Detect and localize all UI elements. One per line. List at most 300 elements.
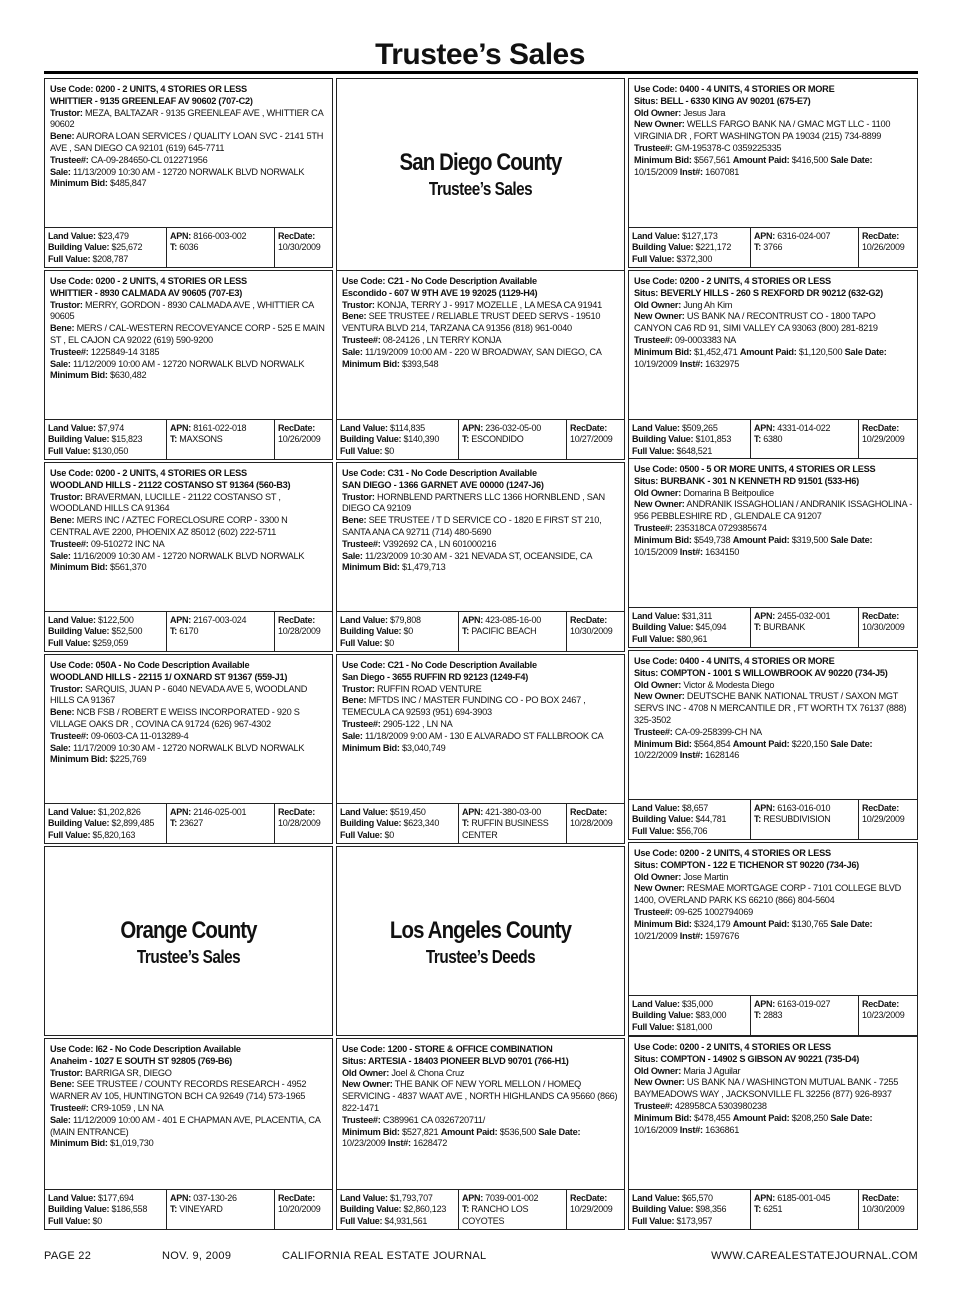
field-label: Land Value: — [340, 1192, 388, 1203]
value-row — [754, 1010, 856, 1022]
field-value: $259,059 — [92, 637, 129, 648]
apn-column — [167, 1190, 275, 1230]
value-row — [632, 1193, 748, 1205]
field-value: 4331-014-022 — [777, 422, 831, 433]
field-value: $1,479,713 — [402, 562, 446, 573]
field-value: $98,356 — [695, 1204, 727, 1214]
listing-heading: Use Code: 0200 - 2 UNITS, 4 STORIES OR LESS — [634, 276, 831, 286]
value-row — [340, 807, 456, 819]
value-row — [340, 1216, 456, 1228]
listing-line — [634, 907, 913, 919]
field-label: Trustor: — [50, 1067, 83, 1078]
listing-line — [50, 551, 328, 563]
field-value: RESMAE MORTGAGE CORP - 7101 COLLEGE BLVD 1400, OVERLAND PARK KS 66210 (866) 804-5604 — [634, 883, 902, 906]
field-value: MERRY, GORDON - 8930 CALMADA AVE , WHITTIER CA 90605 — [50, 299, 314, 322]
field-label: Full Value: — [340, 637, 383, 648]
field-value: 235318CA 0729385674 — [674, 522, 767, 533]
listing-card — [628, 458, 918, 648]
field-label: Full Value: — [48, 445, 91, 456]
field-value: 2883 — [763, 1010, 783, 1020]
listing-line — [342, 492, 620, 516]
field-label: T: — [754, 622, 761, 632]
field-value: Victor & Modesta Diego — [683, 679, 775, 690]
field-label: Full Value: — [48, 253, 91, 264]
field-label: Trustee#: — [634, 726, 673, 737]
listing-line — [50, 359, 328, 371]
field-value: 11/12/2009 10:00 AM - 12720 NORWALK BLVD NORWALK — [73, 358, 305, 369]
field-label: APN: — [170, 230, 191, 241]
listing-heading: San Diego - 3655 RUFFIN RD 92123 (1249-F4) — [342, 671, 529, 682]
listing-line — [634, 347, 913, 371]
recdate-column — [859, 996, 917, 1036]
apn-column — [167, 228, 275, 268]
field-value: RUFFIN BUSINESS CENTER — [462, 818, 549, 840]
listing-line — [342, 1127, 620, 1151]
field-value: C389961 CA 0326720711/ — [382, 1114, 486, 1125]
field-label: Building Value: — [340, 626, 402, 636]
field-label: Bene: — [342, 311, 367, 322]
field-label: Minimum Bid: — [634, 918, 692, 929]
listing-line — [50, 131, 328, 155]
field-value: $1,202,826 — [98, 806, 141, 817]
field-label: Full Value: — [48, 1215, 91, 1226]
field-label: T: — [170, 626, 177, 636]
field-value: 1628146 — [705, 750, 740, 761]
field-label: Minimum Bid: — [342, 358, 400, 369]
field-label: Inst#: — [679, 750, 703, 761]
field-value: 10/28/2009 — [570, 818, 613, 828]
field-label: Land Value: — [632, 998, 680, 1009]
listing-line — [50, 707, 328, 731]
field-label: Minimum Bid: — [50, 178, 108, 189]
listing-card — [336, 462, 625, 652]
field-label: Old Owner: — [634, 107, 682, 118]
listing-heading: Use Code: 0200 - 2 UNITS, 4 STORIES OR LESS — [50, 84, 247, 94]
field-label: RecDate: — [570, 614, 608, 625]
listing-card — [336, 270, 625, 460]
recdate-column — [859, 1190, 917, 1230]
listing-line — [50, 1044, 328, 1056]
field-label: RecDate: — [862, 610, 900, 621]
field-label: Sale: — [342, 550, 363, 561]
apn-column — [751, 800, 859, 840]
listing-line — [634, 464, 913, 476]
listing-heading: Use Code: 0400 - 4 UNITS, 4 STORIES OR MORE — [634, 84, 835, 94]
field-value: RUFFIN ROAD VENTURE — [377, 683, 482, 694]
field-label: Sale Date: — [830, 534, 873, 545]
field-value: $127,173 — [682, 230, 718, 241]
value-row — [754, 423, 856, 435]
page-footer — [44, 1250, 918, 1264]
page-number: PAGE 22 — [44, 1250, 92, 1262]
listing-line — [634, 84, 913, 96]
field-label: T: — [754, 242, 761, 252]
listing-line — [634, 872, 913, 884]
field-value: Jesus Jara — [683, 107, 726, 118]
value-row — [170, 1193, 272, 1205]
field-label: APN: — [170, 422, 191, 433]
field-label: Trustee#: — [634, 522, 673, 533]
listing-line — [342, 335, 620, 347]
value-row — [48, 626, 164, 638]
field-value: BRAVERMAN, LUCILLE - 21122 COSTANSO ST , WOODLAND HILLS CA 91364 — [50, 491, 281, 514]
field-label: New Owner: — [634, 311, 685, 322]
value-row — [632, 1010, 748, 1022]
field-label: APN: — [462, 806, 483, 817]
listing-line — [342, 468, 620, 480]
apn-column — [167, 420, 275, 460]
field-label: Trustee#: — [342, 718, 381, 729]
value-row — [632, 1022, 748, 1034]
listing-line — [634, 96, 913, 108]
field-value: $114,835 — [390, 422, 425, 433]
field-value: $2,899,485 — [111, 818, 155, 828]
field-label: Trustor: — [50, 299, 83, 310]
apn-column — [459, 612, 567, 652]
listing-line — [634, 1042, 913, 1054]
field-value: Joel & Chona Cruz — [391, 1067, 465, 1078]
listing-values — [45, 1189, 332, 1230]
field-value: MEZA, BALTAZAR - 9135 GREENLEAF AVE , WHITTIER CA 90602 — [50, 107, 323, 130]
listing-text — [45, 271, 332, 382]
value-row — [754, 434, 856, 446]
field-value: $324,179 — [694, 918, 731, 929]
listing-heading: Use Code: C21 - No Code Description Available — [342, 660, 537, 670]
listing-values — [45, 803, 332, 844]
listing-line — [342, 731, 620, 743]
field-label: Trustee#: — [342, 334, 381, 345]
field-value: $372,300 — [676, 253, 713, 264]
field-label: Full Value: — [632, 253, 675, 264]
field-label: Bene: — [50, 707, 75, 718]
field-label: New Owner: — [634, 1077, 685, 1088]
field-label: T: — [754, 1010, 761, 1020]
field-value: $0 — [92, 1215, 103, 1226]
field-label: Full Value: — [340, 829, 383, 840]
field-value: 10/29/2009 — [862, 434, 905, 444]
field-value: $648,521 — [676, 445, 713, 456]
listing-line — [634, 311, 913, 335]
field-label: Sale: — [50, 166, 71, 177]
field-value: $3,040,749 — [402, 742, 446, 753]
field-label: Trustee#: — [342, 538, 381, 549]
field-label: Minimum Bid: — [342, 562, 400, 573]
field-value: $8,657 — [682, 802, 709, 813]
listing-line — [342, 660, 620, 672]
field-value: 10/30/2009 — [862, 1204, 905, 1214]
listing-line — [342, 551, 620, 563]
listing-text — [337, 655, 624, 754]
field-label: Building Value: — [48, 1204, 110, 1214]
field-label: Bene: — [342, 695, 367, 706]
field-label: Bene: — [342, 515, 367, 526]
field-label: T: — [170, 242, 177, 252]
field-value: $130,050 — [92, 445, 129, 456]
listing-line — [50, 743, 328, 755]
value-row — [48, 254, 164, 266]
field-label: Inst#: — [679, 930, 703, 941]
listing-heading: WOODLAND HILLS - 21122 COSTANSO ST 91364 (560-B3) — [50, 479, 291, 490]
field-value: 1636861 — [705, 1124, 740, 1135]
field-label: Amount Paid: — [732, 154, 790, 165]
recdate-column — [567, 804, 624, 844]
field-value: $52,500 — [111, 626, 143, 636]
section-subheading: Trustee’s Sales — [428, 179, 533, 199]
value-row — [632, 423, 748, 435]
value-row — [170, 818, 272, 830]
listing-values — [45, 227, 332, 268]
value-row — [632, 826, 748, 838]
field-label: T: — [170, 1204, 177, 1214]
listing-line — [342, 480, 620, 492]
field-label: Land Value: — [632, 1192, 680, 1203]
listing-line — [50, 288, 328, 300]
listing-card — [44, 654, 333, 844]
field-value: $15,823 — [111, 434, 143, 444]
value-row — [170, 231, 272, 243]
value-column — [629, 608, 751, 648]
field-label: Old Owner: — [634, 871, 682, 882]
field-value: SEE TRUSTEE / RELIABLE TRUST DEED SERVS - 19510 VENTURA BLVD 214, TARZANA CA 91356 (818) 961-0040 — [342, 311, 601, 334]
field-label: Trustee#: — [634, 334, 673, 345]
value-row — [754, 814, 856, 826]
value-column — [337, 1190, 459, 1230]
listing-line — [50, 108, 328, 132]
field-value: 1634150 — [705, 546, 740, 557]
listing-heading: WHITTIER - 9135 GREENLEAF AV 90602 (707-C2) — [50, 95, 253, 106]
listing-line — [50, 672, 328, 684]
listing-values — [629, 607, 917, 648]
field-label: Minimum Bid: — [50, 562, 108, 573]
field-value: DEUTSCHE BANK NATIONAL TRUST / SAXON MGT SERVS INC - 4708 N MERCANTILE DR , FT WORTH TX 76137 (888) 325-3502 — [634, 691, 907, 725]
field-label: Amount Paid: — [440, 1126, 498, 1137]
field-value: 236-032-05-00 — [485, 422, 542, 433]
field-value: $56,706 — [676, 825, 708, 836]
field-label: Minimum Bid: — [342, 1126, 400, 1137]
listing-values — [629, 1189, 917, 1230]
field-value: $1,120,500 — [798, 346, 843, 357]
field-label: Minimum Bid: — [50, 1138, 108, 1149]
listing-heading: Use Code: 1200 - STORE & OFFICE COMBINATION — [342, 1044, 553, 1054]
value-row — [632, 999, 748, 1011]
apn-column — [167, 804, 275, 844]
value-row — [754, 231, 856, 243]
field-label: Bene: — [50, 515, 75, 526]
listing-heading: Use Code: C21 - No Code Description Available — [342, 276, 537, 286]
field-value: $208,787 — [92, 253, 129, 264]
value-row — [48, 807, 164, 819]
field-value: 10/29/2009 — [862, 814, 905, 824]
field-label: APN: — [754, 610, 775, 621]
field-label: Sale Date: — [830, 738, 873, 749]
apn-column — [167, 612, 275, 652]
field-value: 10/19/2009 — [634, 358, 678, 369]
field-label: RecDate: — [570, 806, 608, 817]
listing-line — [50, 539, 328, 551]
listing-line — [50, 1079, 328, 1103]
listing-line — [634, 668, 913, 680]
field-label: APN: — [754, 998, 775, 1009]
listing-values — [337, 1189, 624, 1230]
listing-line — [342, 311, 620, 335]
value-row — [340, 638, 456, 650]
listing-heading: Use Code: 0200 - 2 UNITS, 4 STORIES OR LESS — [634, 1042, 831, 1052]
value-row — [632, 446, 748, 458]
field-value: 11/13/2009 10:30 AM - 12720 NORWALK BLVD NORWALK — [73, 166, 305, 177]
field-value: BARRIGA SR, DIEGO — [85, 1067, 172, 1078]
value-row — [632, 814, 748, 826]
field-label: Inst#: — [679, 1124, 703, 1135]
field-value: Jose Martin — [683, 871, 729, 882]
field-label: Full Value: — [632, 1021, 675, 1032]
field-value: $549,738 — [694, 534, 731, 545]
recdate-column — [275, 1190, 332, 1230]
field-label: Bene: — [50, 1079, 75, 1090]
recdate-column — [859, 800, 917, 840]
listing-line — [50, 468, 328, 480]
value-row — [754, 242, 856, 254]
field-value: 11/19/2009 10:00 AM - 220 W BROADWAY, SAN DIEGO, CA — [365, 346, 602, 357]
field-value: 2146-025-001 — [193, 806, 247, 817]
field-value: $319,500 — [791, 534, 829, 545]
field-value: Jung Ah Kim — [683, 299, 733, 310]
field-label: Land Value: — [632, 802, 680, 813]
field-label: Minimum Bid: — [634, 738, 692, 749]
field-value: HORNBLEND PARTNERS LLC 1366 HORNBLEND , SAN DIEGO CA 92109 — [342, 491, 605, 514]
section-heading: San Diego County — [399, 149, 562, 176]
listing-card — [44, 270, 333, 460]
field-value: $1,019,730 — [110, 1138, 154, 1149]
field-value: 6316-024-007 — [777, 230, 831, 241]
page-title: Trustee’s Sales — [375, 38, 585, 71]
field-label: RecDate: — [278, 806, 316, 817]
value-row — [340, 1204, 456, 1216]
listing-text — [45, 79, 332, 190]
field-label: Land Value: — [632, 422, 680, 433]
listing-line — [634, 335, 913, 347]
field-value: $1,793,707 — [390, 1192, 433, 1203]
field-value: 11/18/2009 9:00 AM - 130 E ALVARADO ST FALLBROOK CA — [365, 730, 604, 741]
field-value: US BANK NA / RECONTRUST CO - 1800 TAPO CANYON CA6 RD 91, SIMI VALLEY CA 93063 (800) 281-8219 — [634, 311, 878, 334]
publication-url: WWW.CAREALESTATEJOURNAL.COM — [711, 1250, 918, 1262]
listing-line — [342, 347, 620, 359]
field-label: Building Value: — [632, 1204, 694, 1214]
listing-line — [342, 695, 620, 719]
field-value: $221,172 — [695, 242, 732, 252]
listing-line — [342, 359, 620, 371]
listing-heading: SAN DIEGO - 1366 GARNET AVE 00000 (1247-J6) — [342, 479, 544, 490]
value-row — [48, 830, 164, 842]
field-label: Full Value: — [632, 633, 675, 644]
listing-text — [45, 1039, 332, 1150]
field-label: T: — [754, 434, 761, 444]
value-column — [629, 996, 751, 1036]
field-value: MERS INC / AZTEC FORECLOSURE CORP - 3300 N CENTRAL AVE 2200, PHOENIX AZ 85012 (602) 222-5711 — [50, 515, 288, 537]
listing-heading: Use Code: I62 - No Code Description Available — [50, 1044, 241, 1054]
listing-card — [628, 1036, 918, 1230]
field-label: Inst#: — [387, 1138, 411, 1149]
recdate-column — [275, 804, 332, 844]
field-label: New Owner: — [342, 1079, 393, 1090]
listing-line — [50, 178, 328, 190]
field-value: 11/23/2009 10:30 AM - 321 NEVADA ST, OCEANSIDE, CA — [365, 550, 593, 561]
listing-line — [634, 476, 913, 488]
listing-text — [629, 1037, 917, 1136]
section-heading: Los Angeles County — [389, 917, 572, 944]
field-value: $35,000 — [682, 998, 713, 1009]
field-value: 421-380-03-00 — [485, 806, 542, 817]
listing-text — [337, 271, 624, 370]
value-row — [632, 254, 748, 266]
listing-line — [634, 499, 913, 523]
value-column — [629, 1190, 751, 1230]
field-label: APN: — [170, 1192, 191, 1203]
field-value: 1632975 — [705, 358, 740, 369]
field-label: T: — [462, 1204, 469, 1214]
field-label: Full Value: — [340, 445, 383, 456]
listing-line — [634, 883, 913, 907]
listing-line — [634, 488, 913, 500]
value-row — [754, 803, 856, 815]
field-label: Sale: — [50, 1114, 71, 1125]
listing-values — [337, 803, 624, 844]
recdate-column — [859, 228, 917, 268]
field-value: 2167-003-024 — [193, 614, 247, 625]
field-value: ANDRANIK ISSAGHOLIAN / ANDRANIK ISSAGHOLINA - 956 PEBBLESHIRE RD , GLENDALE CA 91207 — [634, 499, 913, 522]
field-value: $0 — [384, 829, 395, 840]
apn-column — [751, 608, 859, 648]
field-label: Building Value: — [632, 814, 694, 824]
section-subheading: Trustee’s Deeds — [425, 947, 536, 967]
listing-text — [629, 651, 917, 762]
field-value: $0 — [403, 626, 414, 636]
field-label: Trustor: — [342, 683, 375, 694]
field-label: T: — [462, 626, 469, 636]
value-row — [462, 807, 564, 819]
listing-heading: Situs: ARTESIA - 18403 PIONEER BLVD 90701 (766-H1) — [342, 1055, 569, 1066]
field-value: 10/16/2009 — [634, 1124, 678, 1135]
field-value: $393,548 — [402, 358, 439, 369]
publication-name: CALIFORNIA REAL ESTATE JOURNAL — [282, 1250, 487, 1262]
value-row — [632, 242, 748, 254]
value-row — [48, 1204, 164, 1216]
listing-card — [336, 1038, 625, 1230]
field-value: V392692 CA , LN 601000216 — [382, 538, 497, 549]
value-row — [632, 1216, 748, 1228]
field-value: RESUBDIVISION — [763, 814, 831, 824]
listing-line — [342, 276, 620, 288]
field-label: Minimum Bid: — [634, 534, 692, 545]
los-angeles-county-section — [336, 846, 625, 1036]
field-value: 09-0603-CA 11-013289-4 — [90, 730, 189, 741]
field-label: Building Value: — [48, 434, 110, 444]
apn-column — [751, 228, 859, 268]
listing-line — [634, 119, 913, 143]
value-row — [48, 615, 164, 627]
value-column — [629, 420, 751, 460]
field-value: $45,094 — [695, 622, 727, 632]
field-value: $478,455 — [694, 1112, 731, 1123]
field-value: 10/26/2009 — [278, 434, 321, 444]
field-label: RecDate: — [570, 422, 608, 433]
field-label: Trustee#: — [50, 538, 89, 549]
value-row — [632, 803, 748, 815]
value-row — [340, 446, 456, 458]
value-row — [462, 1204, 564, 1227]
field-label: Sale Date: — [830, 1112, 873, 1123]
value-column — [45, 804, 167, 844]
field-label: Building Value: — [48, 626, 110, 636]
